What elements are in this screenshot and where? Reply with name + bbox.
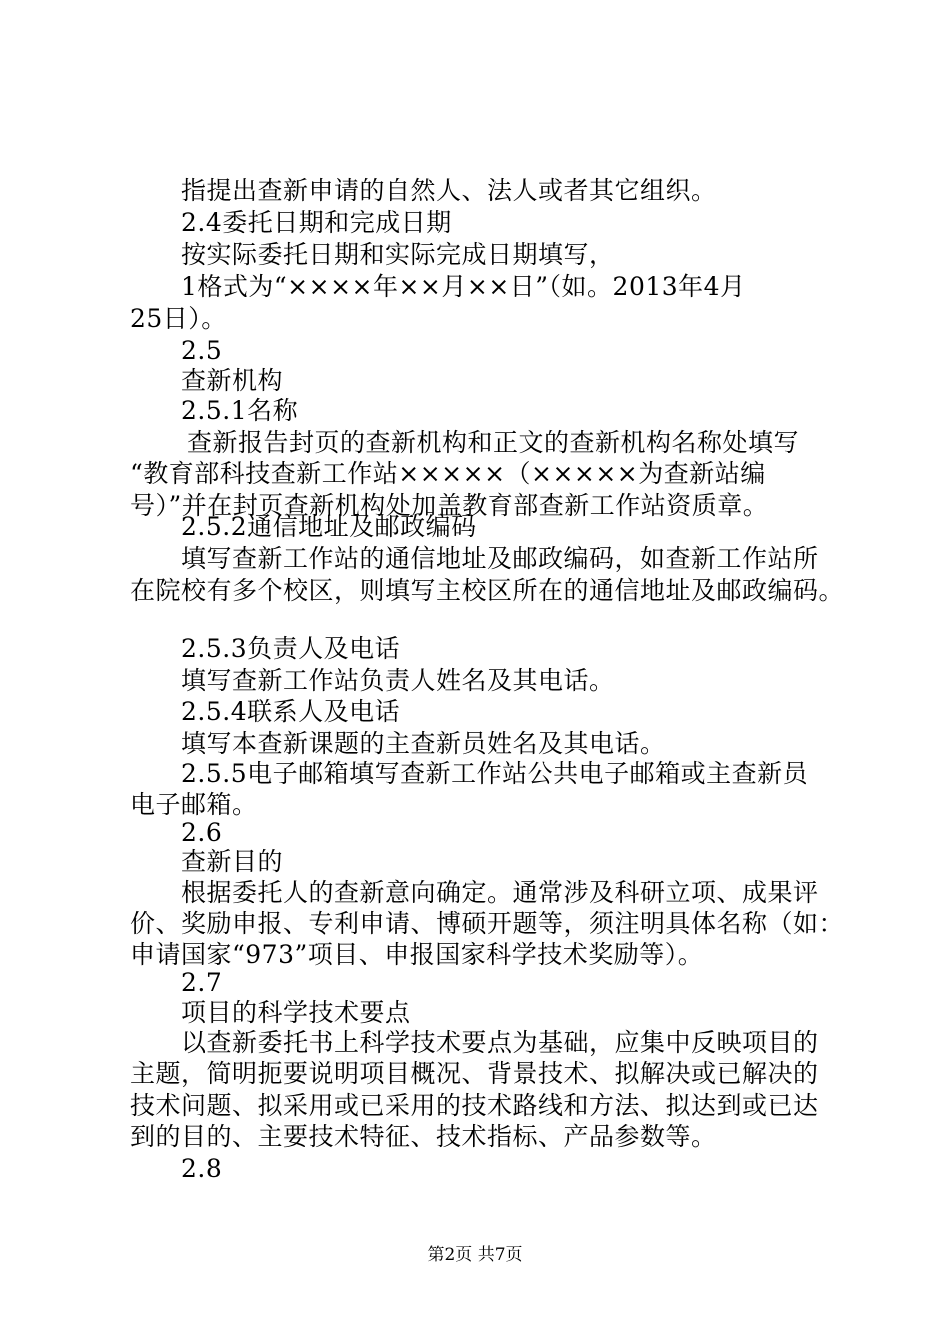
section-heading: 2.5.3负责人及电话 (181, 634, 401, 663)
section-heading: 查新目的 (181, 847, 284, 876)
section-heading: 项目的科学技术要点 (181, 998, 411, 1027)
paragraph-line: 1格式为“××××年××月××日”（如。2013年4月 (181, 272, 746, 301)
paragraph-line: 25日）。 (130, 304, 227, 333)
section-heading: 2.5 (181, 336, 223, 365)
paragraph-line: 电子邮箱。 (130, 790, 258, 819)
page-number-footer: 第2页 共7页 (427, 1245, 523, 1265)
paragraph-line: 价、奖励申报、专利申请、博硕开题等，须注明具体名称（如： (130, 909, 845, 938)
paragraph-line: 填写本查新课题的主查新员姓名及其电话。 (181, 729, 666, 758)
section-heading: 2.5.2通信地址及邮政编码 (181, 512, 477, 541)
paragraph-line: 查新报告封页的查新机构和正文的查新机构名称处填写 (187, 428, 800, 457)
paragraph-line: 指提出查新申请的自然人、法人或者其它组织。 (181, 176, 717, 205)
paragraph-line: 申请国家“973”项目、申报国家科学技术奖励等）。 (130, 940, 704, 969)
section-heading: 2.5.1名称 (181, 396, 299, 425)
paragraph-line: 技术问题、拟采用或已采用的技术路线和方法、拟达到或已达 (130, 1091, 819, 1120)
paragraph-line: 以查新委托书上科学技术要点为基础，应集中反映项目的 (181, 1028, 819, 1057)
paragraph-line: 号）”并在封页查新机构处加盖教育部查新工作站资质章。 (130, 491, 769, 520)
section-heading: 2.7 (181, 968, 223, 997)
paragraph-line: 填写查新工作站的通信地址及邮政编码，如查新工作站所 (181, 544, 819, 573)
paragraph-line: “教育部科技查新工作站×××××（×××××为查新站编 (130, 459, 766, 488)
paragraph-line: 在院校有多个校区，则填写主校区所在的通信地址及邮政编码。 (130, 576, 845, 605)
paragraph-line: 到的目的、主要技术特征、技术指标、产品参数等。 (130, 1122, 717, 1151)
paragraph-line: 主题，简明扼要说明项目概况、背景技术、拟解决或已解决的 (130, 1059, 819, 1088)
section-heading: 2.8 (181, 1154, 223, 1183)
section-heading: 查新机构 (181, 366, 284, 395)
paragraph-line: 填写查新工作站负责人姓名及其电话。 (181, 666, 615, 695)
section-heading: 2.6 (181, 818, 223, 847)
paragraph-line: 根据委托人的查新意向确定。通常涉及科研立项、成果评 (181, 878, 819, 907)
paragraph-line: 按实际委托日期和实际完成日期填写， (181, 240, 615, 269)
paragraph-line: 2.5.5电子邮箱填写查新工作站公共电子邮箱或主查新员 (181, 759, 809, 788)
section-heading: 2.4委托日期和完成日期 (181, 208, 452, 237)
section-heading: 2.5.4联系人及电话 (181, 697, 401, 726)
